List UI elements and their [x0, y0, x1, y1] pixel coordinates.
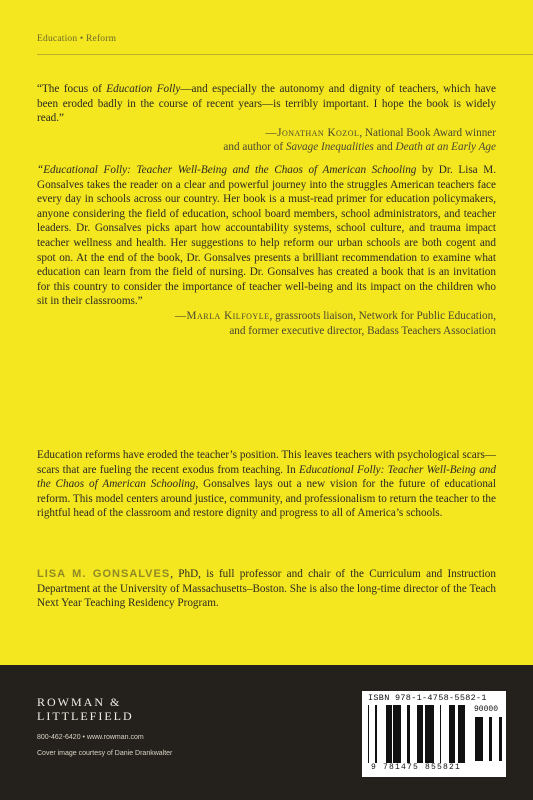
ean-barcode — [368, 705, 468, 763]
cover-credit: Cover image courtesy of Danie Drankwalter — [37, 750, 173, 757]
publisher-logo — [37, 695, 134, 723]
price-code: 90000 — [474, 705, 499, 714]
quote-text: “The focus of — [37, 83, 107, 95]
author-bio — [37, 567, 496, 611]
endorser-affiliation: , grassroots liaison, Network for Public Education, — [269, 309, 496, 322]
description-text: Education reforms have eroded the teacher’s position. This leaves teachers with psychological scars—scars that are fueling the recent exodus from teaching. In — [37, 449, 496, 476]
divider — [37, 54, 533, 55]
publisher-contact: 800-462-6420 • www.rowman.com — [37, 734, 144, 741]
description-text: , Gonsalves lays out a new vision for the future of educational reform. This model centers around justice, community, and professionalism to return the teacher to the rightful head of the classroom and restore dignity and progress to all of America’s schools. — [37, 478, 497, 520]
endorsement-kilfoyle — [37, 163, 496, 338]
isbn-number: ISBN 978-1-4758-5582-1 — [368, 693, 487, 703]
endorser-affiliation: , National Book Award winner — [359, 126, 496, 139]
endorsement-kozol — [37, 82, 496, 155]
publisher-logo-line: LITTLEFIELD — [37, 709, 134, 723]
quote-text: —and especially the autonomy and dignity of teachers, which have been eroded badly in the course of recent years—is terribly important. I hope the book is widely read.” — [37, 83, 496, 125]
quote-title: Education Folly — [106, 83, 181, 95]
bio-text: , PhD, is full professor and chair of the Curriculum and Instruction Department at the University of Massachusetts–Boston. She is also the long-time director of the Teach Next Year Teaching Residency Program. — [37, 568, 496, 610]
addon-barcode — [474, 717, 502, 761]
endorsement-attribution — [37, 126, 496, 155]
author-name: LISA M. GONSALVES — [37, 568, 171, 580]
endorser-affiliation: and — [373, 141, 396, 154]
book-description — [37, 448, 496, 521]
endorsement-attribution — [37, 309, 496, 338]
barcode-panel — [362, 691, 506, 777]
endorser-affiliation: and author of — [223, 141, 286, 154]
endorser-affiliation: and former executive director, Badass Teachers Association — [229, 324, 496, 337]
endorser-book: Savage Inequalities — [285, 141, 374, 154]
quote-text: by Dr. Lisa M. Gonsalves takes the reader on a clear and powerful journey into the struggles American teachers face every day in schools across our country. Her book is a must-read primer for education policymakers, anyone considering the field of education, school board members, school administrators, and teacher leaders. Dr. Gonsalves picks apart how accountability systems, school culture, and trauma impact teacher wellness and health. Her suggestions to help reform our urban schools are both cogent and spot on. At the end of the book, Dr. Gonsalves presents a brilliant recommendation to examine what education can learn from the field of nursing. Dr. Gonsalves has created a book that is an invitation for this country to consider the importance of teacher well-being and its impact on the children who sit in their classrooms.” — [37, 164, 497, 308]
description-title: Educational Folly: Teacher Well-Being and the Chaos of American Schooling — [37, 463, 496, 491]
endorser-name: —Jonathan Kozol — [265, 126, 360, 139]
barcode-digits: 9 781475 855821 — [370, 763, 461, 772]
endorser-name: —Marla Kilfoyle — [174, 309, 270, 322]
publisher-logo-line: ROWMAN & — [37, 695, 122, 709]
quote-title: “Educational Folly: Teacher Well-Being and the Chaos of American Schooling — [37, 164, 417, 176]
endorser-book: Death at an Early Age — [395, 141, 496, 154]
category-label: Education • Reform — [37, 34, 117, 44]
